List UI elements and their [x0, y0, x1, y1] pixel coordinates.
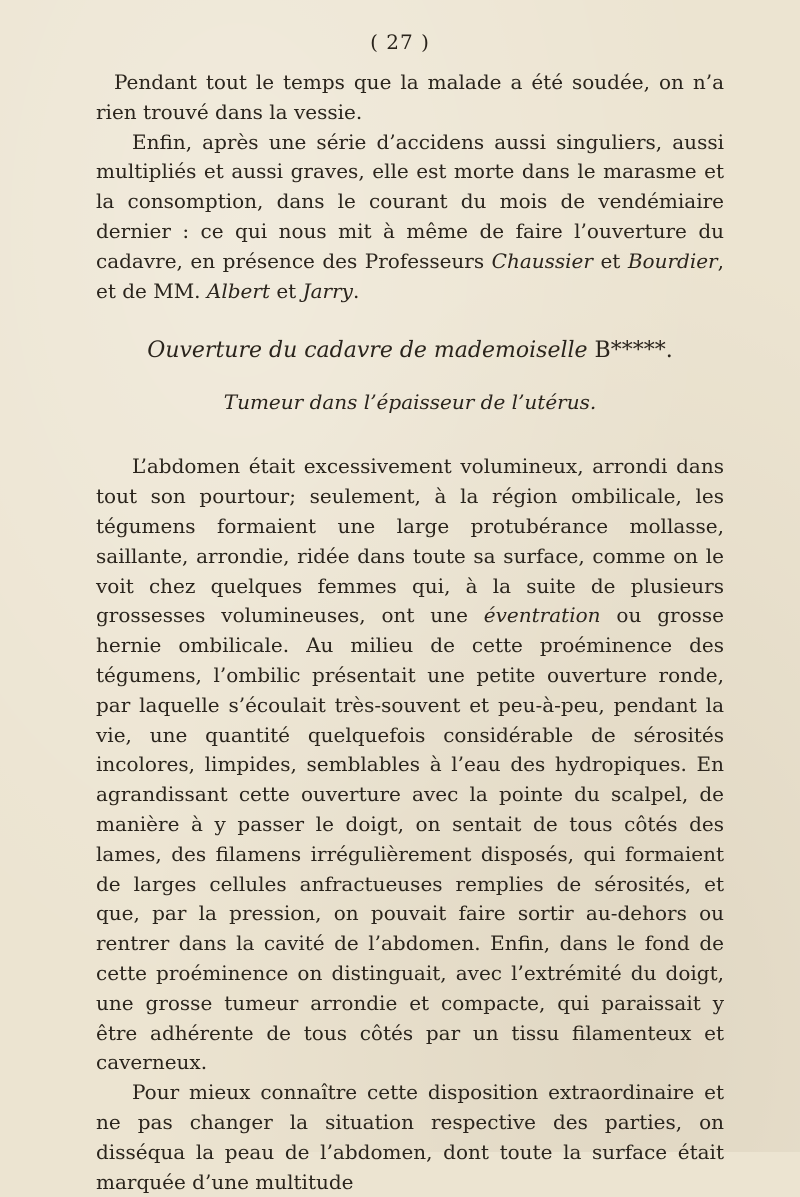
heading-autopsy [96, 336, 724, 366]
paragraph-vessie [96, 68, 724, 128]
name-chaussier: Chaussier [491, 248, 593, 273]
term-eventration: éventration [483, 603, 601, 628]
paragraph-abdomen [96, 452, 724, 1078]
heading-tumor: Tumeur dans l’épaisseur de l’utérus. [223, 390, 597, 415]
name-bourdier: Bourdier [627, 248, 718, 273]
paragraph-vessie-text: Pendant tout le temps que la malade a été soudée, on n’a rien trouvé dans la vessie. [96, 70, 724, 124]
section-heading [96, 336, 724, 416]
heading-autopsy-initial: B*****. [594, 338, 673, 364]
paragraph-abdomen-text-a: L’abdomen était excessivement volumineux, arrondi dans tout son pourtour; seulement, à la région ombilicale, les tégumens formaient une large protubérance mollasse, saillante, arrondie, ridée dans toute sa surface, comme on le voit chez quelques femmes qui, à la suite de plusieurs grossesses volumineuses, ont une [96, 454, 724, 628]
conjunction-et-2: et [269, 278, 303, 303]
name-jarry: Jarry [302, 278, 353, 303]
paragraph-dissection: Pour mieux connaître cette disposition extraordinaire et ne pas changer la situation respective des parties, on disséqua la peau de l’abdomen, dont toute la surface était marquée d’une multitude [96, 1080, 724, 1194]
paragraph-abdomen-text-b: ou grosse hernie ombilicale. Au milieu de cette proéminence des tégumens, l’ombilic présentait une petite ouverture ronde, par laquelle s’écoulait très-souvent et peu-à-peu, pendant la vie, une quantité quelquefois considérable de sérosités incolores, limpides, semblables à l’eau des hydropiques. En agrandissant cette ouverture avec la pointe du scalpel, de manière à y passer le doigt, on sentait de tous côtés des lames, des filamens irrégulièrement disposés, qui formaient de larges cellules anfractueuses remplies de sérosités, et que, par la pression, on pouvait faire sortir au-dehors ou rentrer dans la cavité de l’abdomen. Enfin, dans le fond de cette proéminence on distinguait, avec l’extrémité du doigt, une grosse tumeur arrondie et compacte, qui paraissait y être adhérente de tous côtés par un tissu filamenteux et caverneux. [96, 603, 724, 1075]
name-albert: Albert [206, 278, 270, 303]
text-column [96, 68, 724, 1197]
page-number: ( 27 ) [370, 30, 430, 54]
paragraph-death-text: Enfin, après une série d’accidens aussi singuliers, aussi multipliés et aussi graves, elle est morte dans le marasme et la consomption, dans le courant du mois de vendémiaire dernier : ce qui nous mit à même de faire l’ouverture du cadavre, en présence des Professeurs [96, 129, 724, 273]
heading-autopsy-text: Ouverture du cadavre de mademoiselle [147, 338, 595, 364]
paragraph-death [96, 128, 724, 307]
text-mm: , et de MM. [96, 248, 724, 303]
text-period: . [352, 278, 360, 303]
conjunction-et-1: et [592, 248, 628, 273]
